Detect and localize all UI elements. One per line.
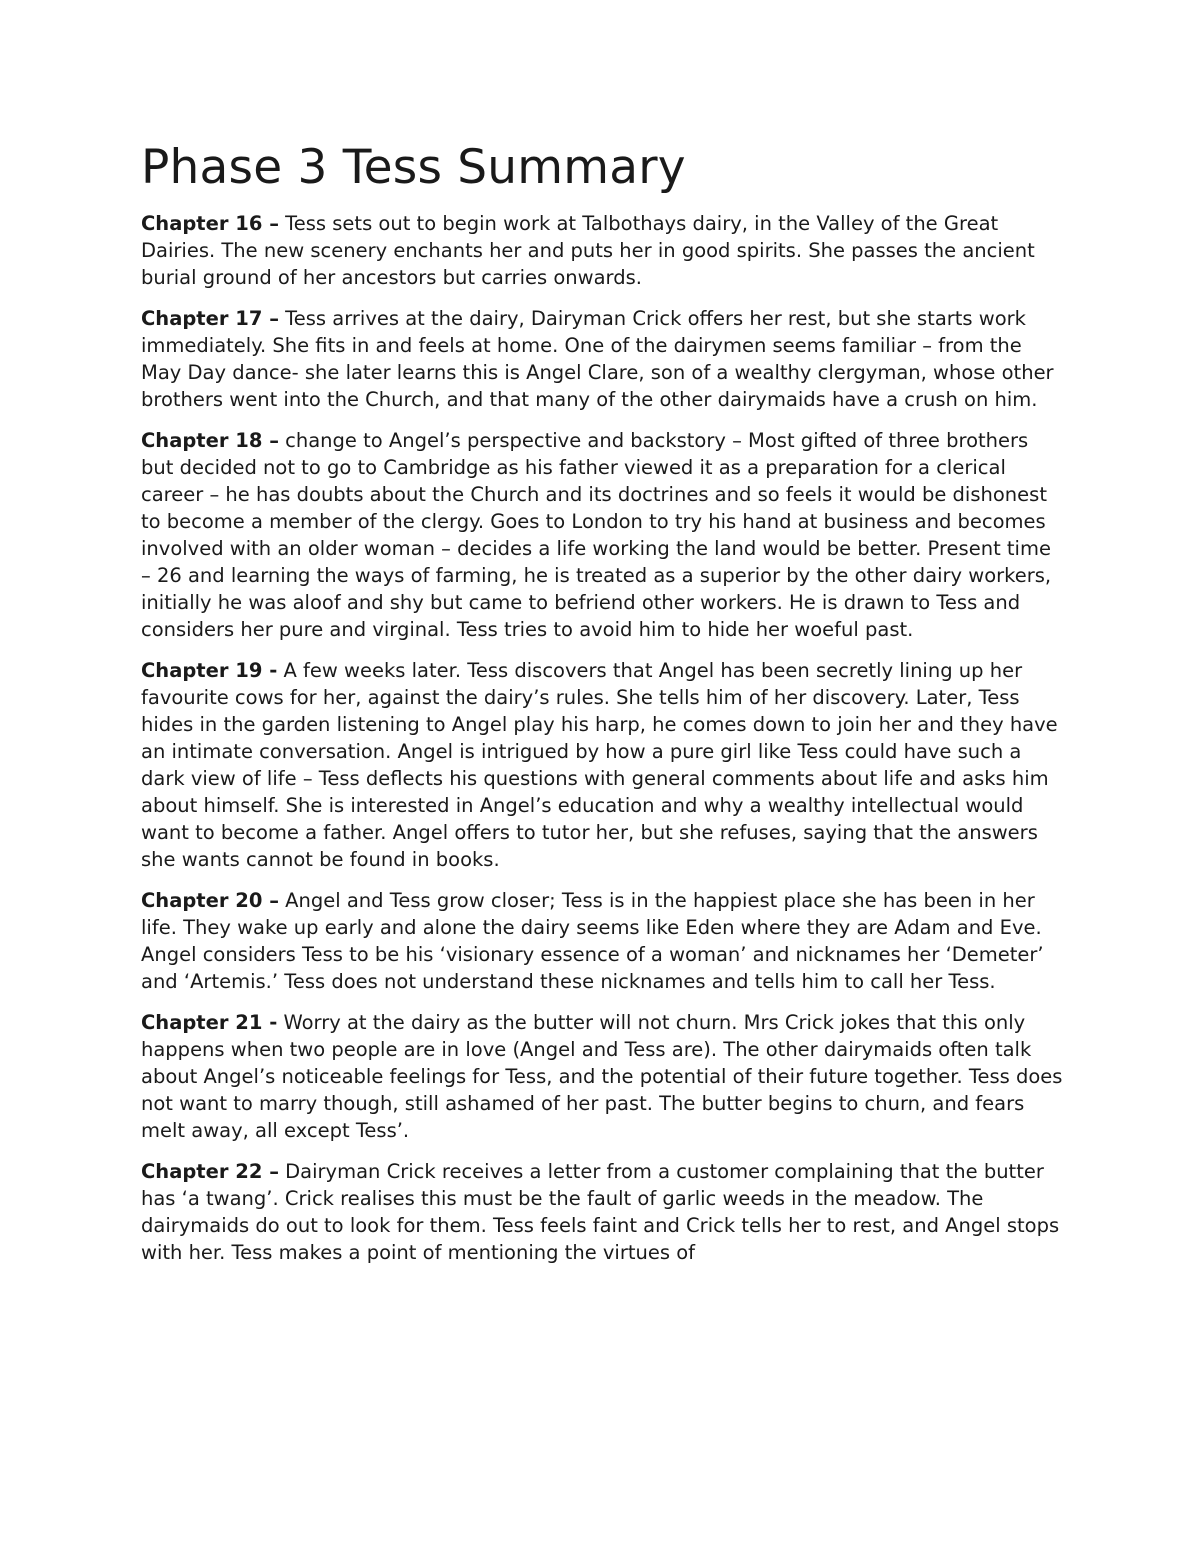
chapter-heading: Chapter 21 - bbox=[141, 1011, 278, 1034]
chapter-text: A few weeks later. Tess discovers that Angel has been secretly lining up her favourite cows for her, against the dairy’s rules. She tells him of her discovery. Later, Tess hides in the garden listening to Angel play his harp, he comes down to join her and they have an intimate conversation. Angel is intrigued by how a pure girl like Tess could have such a dark view of life – Tess deflects his questions with general comments about life and asks him about himself. She is interested in Angel’s education and why a wealthy intellectual would want to become a father. Angel offers to tutor her, but she refuses, saying that the answers she wants cannot be found in books. bbox=[141, 659, 1058, 871]
document-page bbox=[141, 138, 1066, 1280]
chapter-21-paragraph bbox=[141, 1009, 1066, 1144]
chapter-heading: Chapter 16 – bbox=[141, 212, 279, 235]
chapter-heading: Chapter 18 – bbox=[141, 429, 279, 452]
chapter-17-paragraph bbox=[141, 305, 1066, 413]
chapter-text: Tess sets out to begin work at Talbothays dairy, in the Valley of the Great Dairies. The new scenery enchants her and puts her in good spirits. She passes the ancient burial ground of her ancestors but carries onwards. bbox=[141, 212, 1035, 289]
chapter-text: Dairyman Crick receives a letter from a customer complaining that the butter has ‘a twang’. Crick realises this must be the fault of garlic weeds in the meadow. The dairymaids do out to look for them. Tess feels faint and Crick tells her to rest, and Angel stops with her. Tess makes a point of mentioning the virtues of bbox=[141, 1160, 1060, 1264]
chapter-text: Worry at the dairy as the butter will not churn. Mrs Crick jokes that this only happens when two people are in love (Angel and Tess are). The other dairymaids often talk about Angel’s noticeable feelings for Tess, and the potential of their future together. Tess does not want to marry though, still ashamed of her past. The butter begins to churn, and fears melt away, all except Tess’. bbox=[141, 1011, 1063, 1142]
chapter-20-paragraph bbox=[141, 887, 1066, 995]
chapter-heading: Chapter 19 - bbox=[141, 659, 278, 682]
chapter-19-paragraph bbox=[141, 657, 1066, 873]
document-title: Phase 3 Tess Summary bbox=[141, 140, 686, 195]
chapter-text: Tess arrives at the dairy, Dairyman Crick offers her rest, but she starts work immediately. She fits in and feels at home. One of the dairymen seems familiar – from the May Day dance- she later learns this is Angel Clare, son of a wealthy clergyman, whose other brothers went into the Church, and that many of the other dairymaids have a crush on him. bbox=[141, 307, 1054, 411]
chapter-22-paragraph bbox=[141, 1158, 1066, 1266]
chapter-heading: Chapter 22 – bbox=[141, 1160, 279, 1183]
chapter-16-paragraph bbox=[141, 210, 1066, 291]
chapter-text: change to Angel’s perspective and backstory – Most gifted of three brothers but decided not to go to Cambridge as his father viewed it as a preparation for a clerical career – he has doubts about the Church and its doctrines and so feels it would be dishonest to become a member of the clergy. Goes to London to try his hand at business and becomes involved with an older woman – decides a life working the land would be better. Present time – 26 and learning the ways of farming, he is treated as a superior by the other dairy workers, initially he was aloof and shy but came to befriend other workers. He is drawn to Tess and considers her pure and virginal. Tess tries to avoid him to hide her woeful past. bbox=[141, 429, 1052, 641]
chapter-18-paragraph bbox=[141, 427, 1066, 643]
chapter-heading: Chapter 20 – bbox=[141, 889, 279, 912]
chapter-heading: Chapter 17 – bbox=[141, 307, 279, 330]
chapter-text: Angel and Tess grow closer; Tess is in the happiest place she has been in her life. They wake up early and alone the dairy seems like Eden where they are Adam and Eve. Angel considers Tess to be his ‘visionary essence of a woman’ and nicknames her ‘Demeter’ and ‘Artemis.’ Tess does not understand these nicknames and tells him to call her Tess. bbox=[141, 889, 1044, 993]
